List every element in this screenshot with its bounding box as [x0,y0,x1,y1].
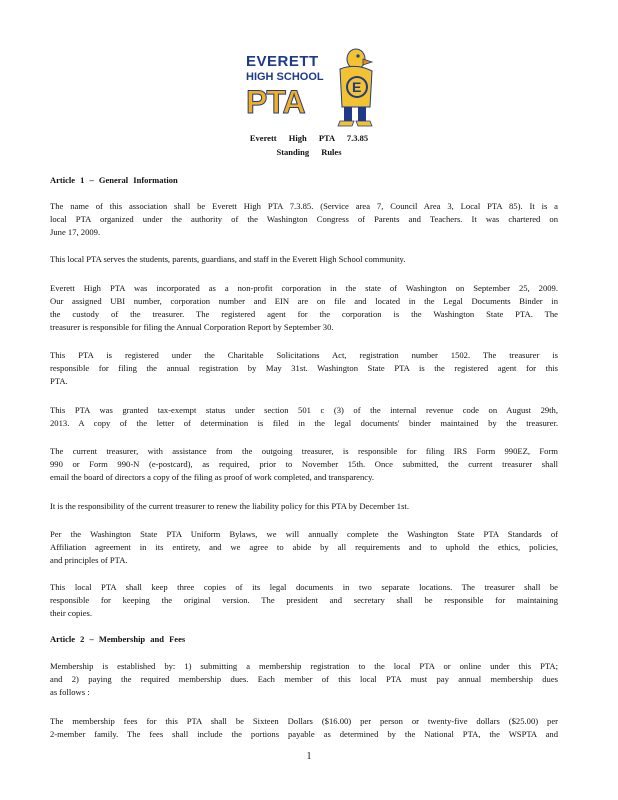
paragraph-line: This PTA was granted tax-exempt status under section 501 c (3) of the internal revenue code on August 29th, [50,405,558,415]
logo-everett-text: EVERETT [246,53,319,70]
paragraph-line: June 17, 2009. [50,227,101,237]
paragraph-line: Everett High PTA was incorporated as a non-profit corporation in the state of Washington on September 25, 2009. [50,283,558,293]
logo-high-school-text: HIGH SCHOOL [246,71,324,83]
paragraph-line: Membership is established by: 1) submitting a membership registration to the local PTA or online under this PTA; [50,661,558,671]
paragraph-line: PTA. [50,376,68,386]
everett-high-school-pta-logo [246,47,378,127]
paragraph-line: local PTA organized under the authority of the Washington Congress of Parents and Teachers. It was chartered on [50,214,558,224]
paragraph-line: This PTA is registered under the Charitable Solicitations Act, registration number 1502. The treasurer is [50,350,558,360]
article-1-heading: Article 1 – General Information [50,175,178,185]
badge-letter: E [352,79,362,95]
paragraph-line: This local PTA shall keep three copies of its legal documents in two separate locations. The treasurer shall be [50,582,558,592]
paragraph-line: treasurer is responsible for filing the Annual Corporation Report by September 30. [50,322,334,332]
logo-pta-text: PTA [246,84,305,120]
document-title-line2: Standing Rules [276,147,342,157]
document-title-line1: Everett High PTA 7.3.85 [249,133,369,143]
paragraph-line: It is the responsibility of the current treasurer to renew the liability policy for this PTA by December 1st. [50,501,409,511]
article-2-heading: Article 2 – Membership and Fees [50,634,186,644]
paragraph-line: 2013. A copy of the letter of determination is filed in the legal documents' binder maintained by the treasurer. [50,418,558,428]
paragraph-line: email the board of directors a copy of the filing as proof of work completed, and transparency. [50,472,374,482]
paragraph-line: as follows : [50,687,90,697]
paragraph-line: The name of this association shall be Everett High PTA 7.3.85. (Service area 7, Council Area 3, Local PTA 85). It is a [50,201,558,211]
paragraph-line: and principles of PTA. [50,555,128,565]
paragraph-line: The current treasurer, with assistance from the outgoing treasurer, is responsible for filing IRS Form 990EZ, Form [50,446,558,456]
paragraph-line: This local PTA serves the students, parents, guardians, and staff in the Everett High School community. [50,254,406,264]
paragraph-line: Affiliation agreement in its entirety, and we agree to abide by all requirements and to uphold the ethics, policies, [50,542,558,552]
paragraph-line: responsible for filing the annual registration by May 31st. Washington State PTA is the registered agent for this [50,363,558,373]
eagle-mascot-icon [330,47,378,127]
paragraph-line: the custody of the treasurer. The registered agent for the corporation is the Washington State PTA. The [50,309,558,319]
paragraph-line: 990 or Form 990-N (e-postcard), as required, prior to November 15th. Once submitted, the current treasurer shall [50,459,558,469]
paragraph-line: The membership fees for this PTA shall be Sixteen Dollars ($16.00) per person or twenty-five dollars ($25.00) per [50,716,558,726]
paragraph-line: and 2) paying the required membership dues. Each member of this local PTA must pay annual membership dues [50,674,558,684]
paragraph-line: responsible for keeping the original version. The president and secretary shall be responsible for maintaining [50,595,558,605]
paragraph-line: Our assigned UBI number, corporation number and EIN are on file and located in the Legal Documents Binder in [50,296,558,306]
paragraph-line: 2-member family. The fees shall include the portions payable as determined by the National PTA, the WSPTA and [50,729,558,739]
page-number: 1 [306,751,312,762]
paragraph-line: Per the Washington State PTA Uniform Bylaws, we will annually complete the Washington State PTA Standards of [50,529,558,539]
paragraph-line: their copies. [50,608,92,618]
